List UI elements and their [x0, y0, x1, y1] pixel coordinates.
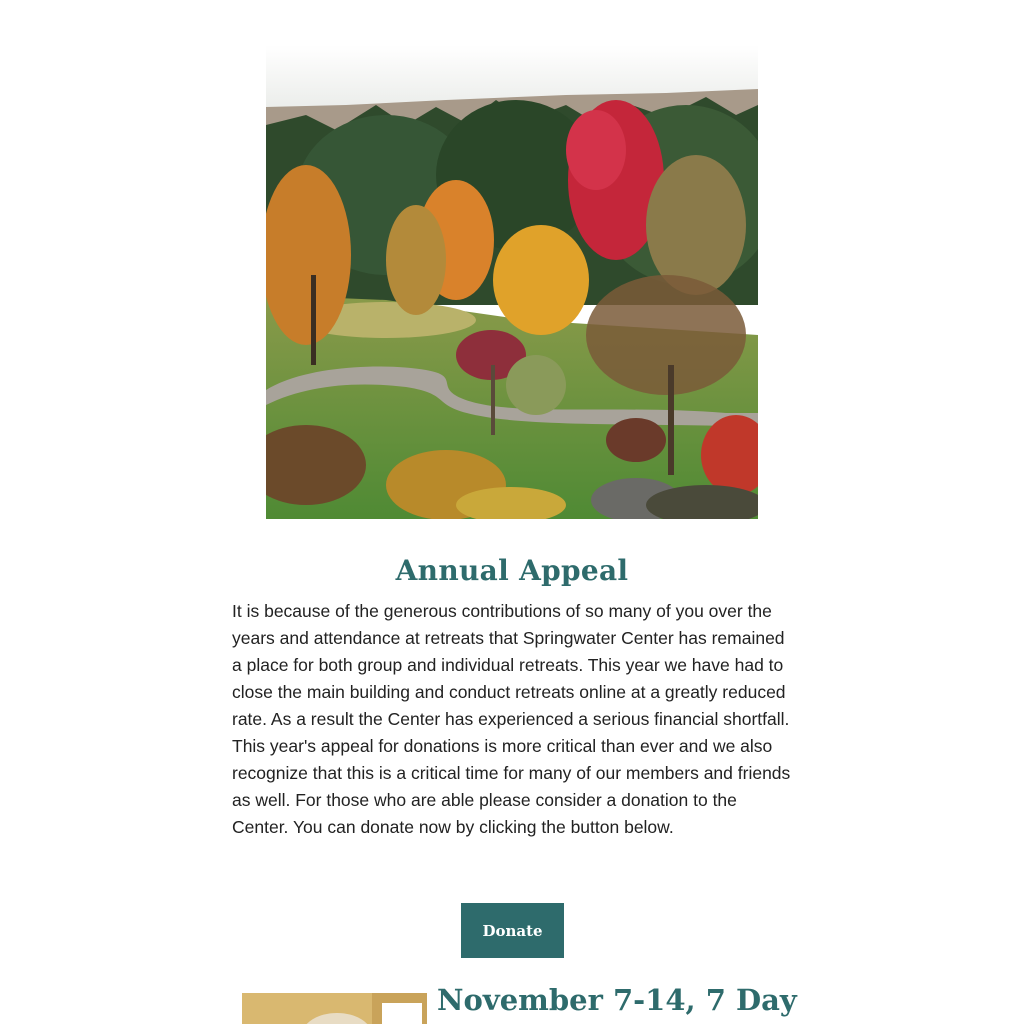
appeal-title: Annual Appeal — [395, 554, 629, 587]
autumn-landscape-photo — [266, 45, 758, 519]
appeal-body-text: It is because of the generous contributions of so many of you over the years and attendance at retreats that Springwater Center has remained a place for both group and individual retreats. This year we have had to close the main building and conduct retreats online at a greatly reduced rate. As a result the Center has experienced a serious financial shortfall. This year's appeal for donations is more critical than ever and we also recognize that this is a critical time for many of our members and friends as well. For those who are able please consider a donation to the Center. You can donate now by clicking the button below. — [232, 601, 791, 837]
autumn-landscape-image — [266, 45, 758, 519]
portrait-image — [242, 993, 427, 1024]
event-photo — [242, 993, 427, 1024]
event-title: November 7-14, 7 Day — [437, 983, 797, 1017]
donate-button[interactable]: Donate — [461, 903, 564, 958]
